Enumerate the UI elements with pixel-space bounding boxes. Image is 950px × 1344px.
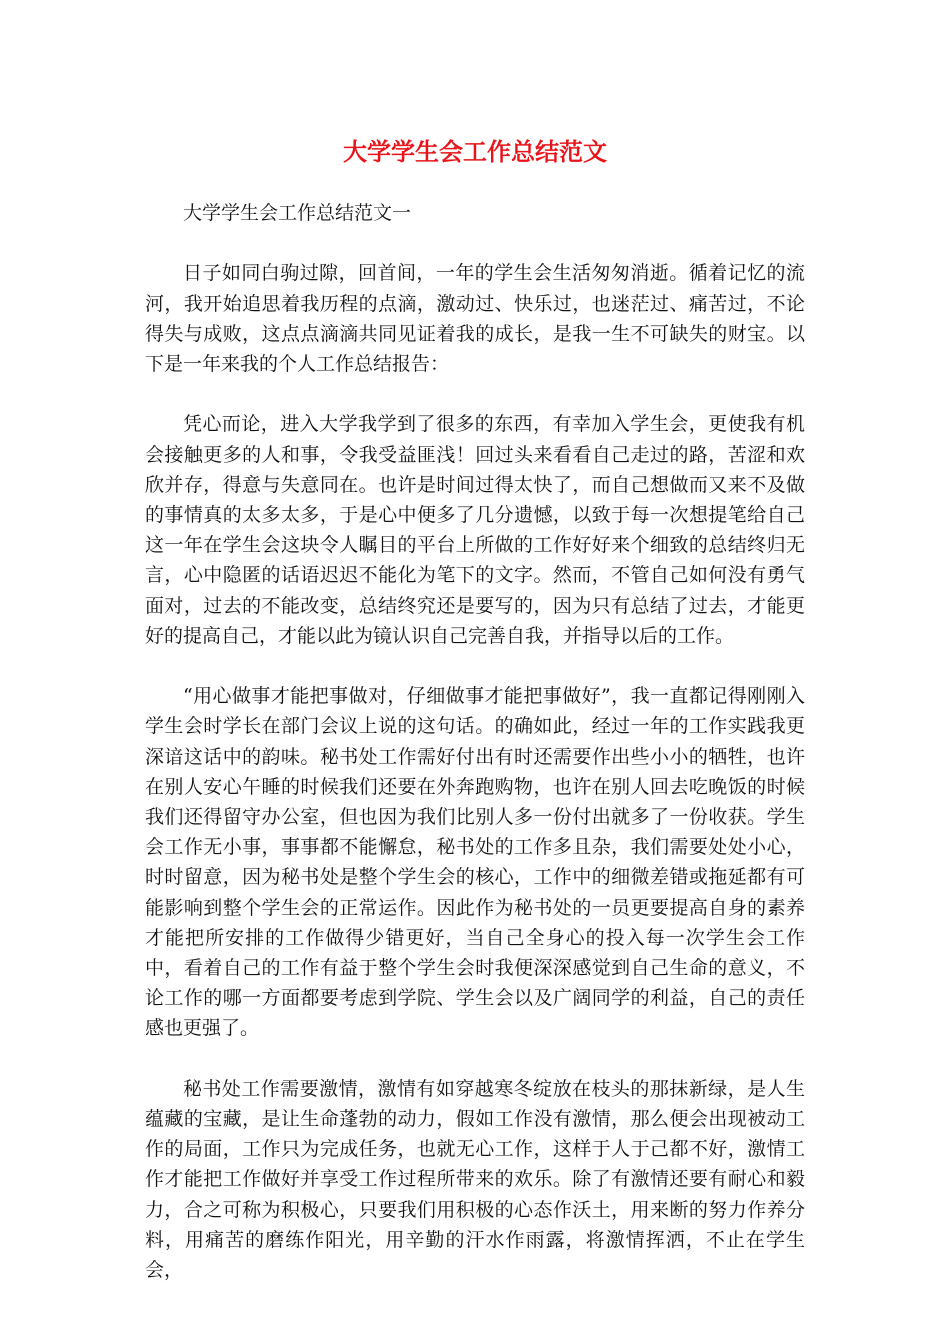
paragraph: 凭心而论，进入大学我学到了很多的东西，有幸加入学生会，更使我有机会接触更多的人和事，令我受益匪浅！回过头来看看自己走过的路，苦涩和欢欣并存，得意与失意同在。也许是时间过得太快了，而自己想做而又来不及做的事情真的太多太多，于是心中便多了几分遗憾，以致于每一次想提笔给自己这一年在学生会这块令人瞩目的平台上所做的工作好好来个细致的总结终归无言，心中隐匿的话语迟迟不能化为笔下的文字。然而，不管自己如何没有勇气面对，过去的不能改变，总结终究还是要写的，因为只有总结了过去，才能更好的提高自己，才能以此为镜认识自己完善自我，并指导以后的工作。 (145, 413, 805, 647)
document-body (145, 198, 805, 1315)
paragraph-subtitle: 大学学生会工作总结范文一 (183, 202, 412, 224)
paragraph: “用心做事才能把事做对，仔细做事才能把事做好”，我一直都记得刚刚入学生会时学长在部门会议上说的这句话。的确如此，经过一年的工作实践我更深谙这话中的韵味。秘书处工作需好付出有时还需要作出些小小的牺牲，也许在别人安心午睡的时候我们还要在外奔跑购物，也许在别人回去吃晚饭的时候我们还得留守办公室，但也因为我们比别人多一份付出就多了一份收获。学生会工作无小事，事事都不能懈怠，秘书处的工作多且杂，我们需要处处小心，时时留意，因为秘书处是整个学生会的核心，工作中的细微差错或拖延都有可能影响到整个学生会的正常运作。因此作为秘书处的一员更要提高自身的素养才能把所安排的工作做得少错更好，当自己全身心的投入每一次学生会工作中，看着自己的工作有益于整个学生会时我便深深感觉到自己生命的意义，不论工作的哪一方面都要考虑到学院、学生会以及广阔同学的利益，自己的责任感也更强了。 (145, 685, 805, 1040)
document-title: 大学学生会工作总结范文 (343, 138, 607, 166)
paragraph: 日子如同白驹过隙，回首间，一年的学生会生活匆匆消逝。循着记忆的流河，我开始追思着我历程的点滴，激动过、快乐过，也迷茫过、痛苦过，不论得失与成败，这点点滴滴共同见证着我的成长，是我一生不可缺失的财宝。以下是一年来我的个人工作总结报告： (145, 262, 805, 375)
paragraph: 秘书处工作需要激情，激情有如穿越寒冬绽放在枝头的那抹新绿，是人生蕴藏的宝藏，是让生命蓬勃的动力，假如工作没有激情，那么便会出现被动工作的局面，工作只为完成任务，也就无心工作，这样于人于己都不好，激情工作才能把工作做好并享受工作过程所带来的欢乐。除了有激情还要有耐心和毅力，合之可称为积极心，只要我们用积极的心态作沃土，用来断的努力作养分料，用痛苦的磨练作阳光，用辛勤的汗水作雨露，将激情挥洒，不止在学生会， (145, 1077, 805, 1282)
